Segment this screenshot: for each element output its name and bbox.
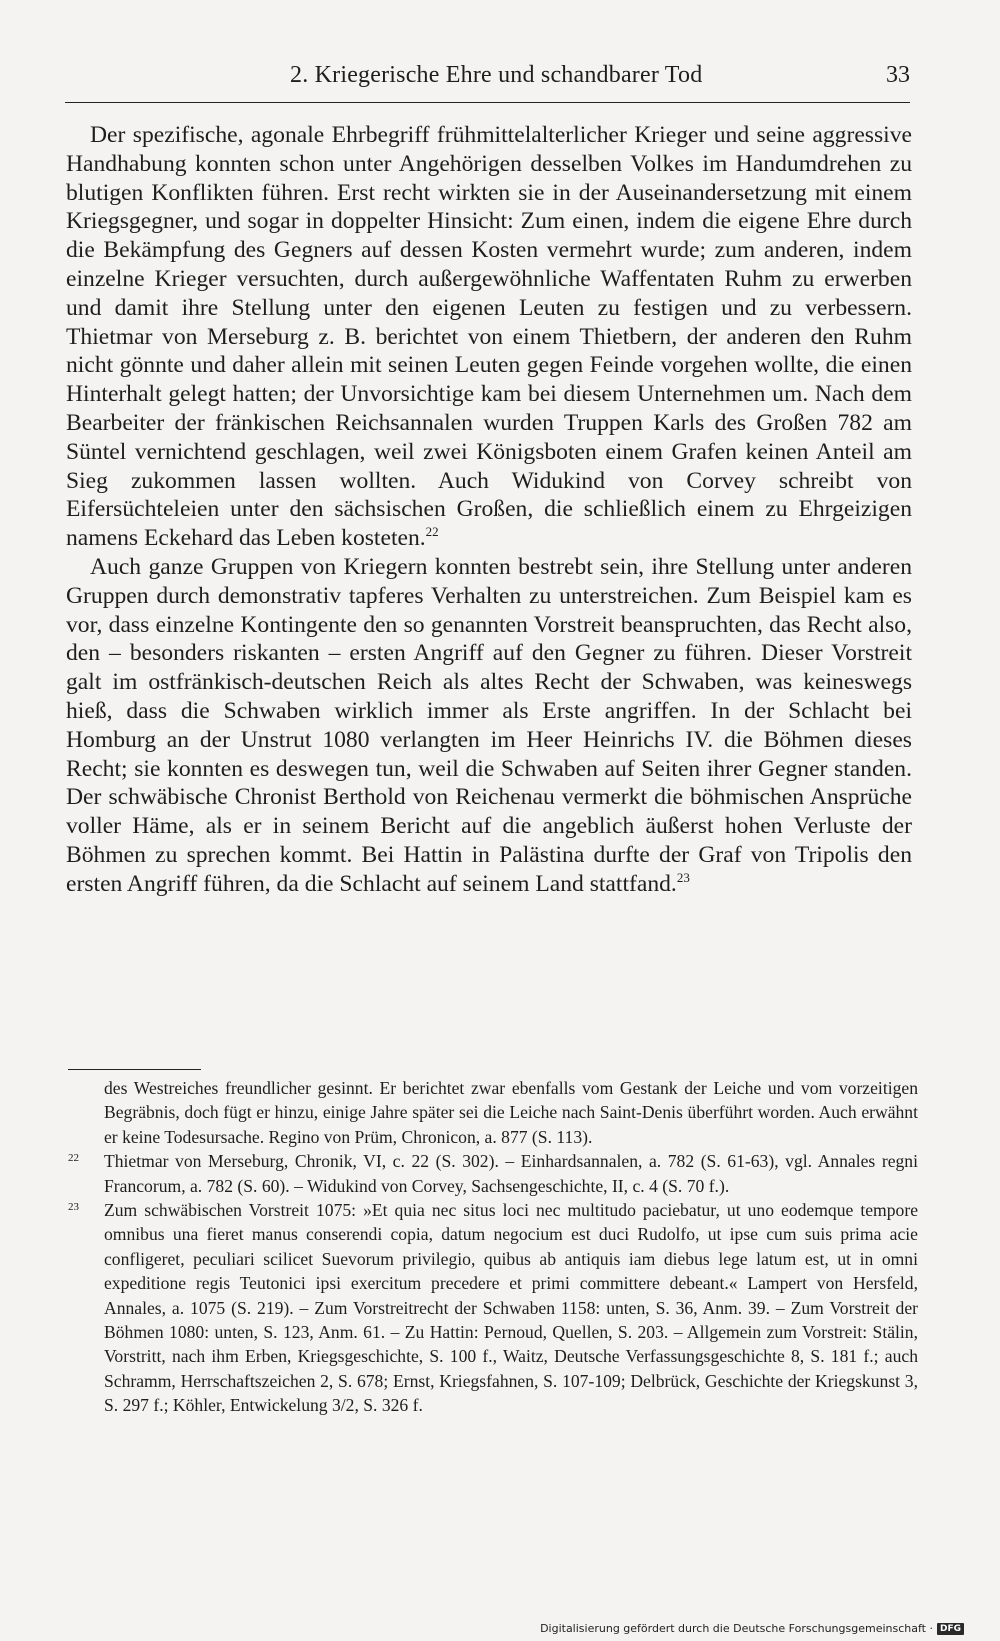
credit-text: Digitalisierung gefördert durch die Deutsche Forschungsgemeinschaft · [540,1622,933,1635]
dfg-logo-icon: DFG [937,1623,964,1635]
footnote-ref-23[interactable]: 23 [676,869,690,885]
footnote-23 [68,1198,918,1418]
digitization-credit [540,1622,964,1635]
page-number: 33 [886,62,910,88]
footnote-text: Thietmar von Merseburg, Chronik, VI, c. 22 (S. 302). – Einhardsannalen, a. 782 (S. 61-63), vgl. Annales regni Francorum, a. 782 (S. 60). – Widukind von Corvey, Sachsengeschichte, II, c. 4 (S. 70 f.). [104,1151,918,1196]
footnote-number: 22 [68,1152,79,1165]
footnote-22 [68,1149,918,1198]
footnote-separator [68,1069,201,1070]
paragraph-1 [66,121,912,553]
paragraph-2 [66,553,912,899]
footnote-text: Zum schwäbischen Vorstreit 1075: »Et quia nec situs loci nec multitudo paciebatur, ut uno eodemque tempore omnibus una fieret manus conserendi copia, datum negocium est duci Rudolfo, ut ipse cum suis prima acie confligeret, peculiari scilicet Suevorum privilegio, quibus ab antiquis iam diebus lege latum est, ut in omni expeditione regis Teutonici ipsi exercitum precedere et primi committere debeant.« Lampert von Hersfeld, Annales, a. 1075 (S. 219). – Zum Vorstreitrecht der Schwaben 1158: unten, S. 36, Anm. 39. – Zum Vorstreit der Böhmen 1080: unten, S. 123, Anm. 61. – Zu Hattin: Pernoud, Quellen, S. 203. – Allgemein zum Vorstreit: Stälin, Vorstritt, nach ihm Erben, Kriegsgeschichte, S. 100 f., Waitz, Deutsche Verfassungsgeschichte 8, S. 181 f.; auch Schramm, Herrschaftszeichen 2, S. 678; Ernst, Kriegsfahnen, S. 107-109; Delbrück, Geschichte der Kriegskunst 3, S. 297 f.; Köhler, Entwickelung 3/2, S. 326 f. [104,1200,918,1416]
paragraph-1-text: Der spezifische, agonale Ehrbegriff frühmittelalterlicher Krieger und seine aggressive Handhabung konnten schon unter Angehörigen desselben Volkes im Handumdrehen zu blutigen Konflikten führen. Erst recht wirkten sie in der Auseinandersetzung mit einem Kriegsgegner, und sogar in doppelter Hinsicht: Zum einen, indem die eigene Ehre durch die Bekämpfung des Gegners auf dessen Kosten vermehrt wurde; zum anderen, indem einzelne Krieger versuchten, durch außergewöhnliche Waffentaten Ruhm zu erwerben und damit ihre Stellung unter den eigenen Leuten zu festigen und zu verbessern. Thietmar von Merseburg z. B. berichtet von einem Thietbern, der anderen den Ruhm nicht gönnte und daher allein mit seinen Leuten gegen Feinde vorgehen wollte, die einen Hinterhalt gelegt hatten; der Unvorsichtige kam bei diesem Unternehmen um. Nach dem Bearbeiter der fränkischen Reichsannalen wurden Truppen Karls des Großen 782 am Süntel vernichtend geschlagen, weil zwei Königsboten einem Grafen keinen Anteil am Sieg zukommen lassen wollten. Auch Widukind von Corvey schreibt von Eifersüchteleien unter den sächsischen Großen, die schließlich einem zu Ehrgeizigen namens Eckehard das Leben kosteten. [66,122,912,552]
footnote-ref-22[interactable]: 22 [425,524,439,540]
running-head [65,56,910,103]
chapter-title: 2. Kriegerische Ehre und schandbarer Tod [290,62,703,88]
footnote-number: 23 [68,1201,79,1214]
footnote-continued [68,1076,918,1149]
footnotes [68,1076,918,1418]
paragraph-2-text: Auch ganze Gruppen von Kriegern konnten bestrebt sein, ihre Stellung unter anderen Gruppen durch demonstrativ tapferes Verhalten zu unterstreichen. Zum Beispiel kam es vor, dass einzelne Kontingente den so genannten Vorstreit beanspruchten, das Recht also, den – besonders riskanten – ersten Angriff auf den Gegner zu führen. Dieser Vorstreit galt im ostfränkisch-deutschen Reich als altes Recht der Schwaben, was keineswegs hieß, dass die Schwaben wirklich immer als Erste angriffen. In der Schlacht bei Homburg an der Unstrut 1080 verlangten im Heer Heinrichs IV. die Böhmen dieses Recht; sie konnten es deswegen tun, weil die Schwaben auf Seiten ihrer Gegner standen. Der schwäbische Chronist Berthold von Reichenau vermerkt die böhmischen Ansprüche voller Häme, als er in seinem Bericht auf die angeblich äußerst hohen Verluste der Böhmen zu sprechen kommt. Bei Hattin in Palästina durfte der Graf von Tripolis den ersten Angriff führen, da die Schlacht auf seinem Land stattfand. [66,553,912,897]
main-text [66,121,912,899]
footnote-text: des Westreiches freundlicher gesinnt. Er berichtet zwar ebenfalls vom Gestank der Leiche und vom vorzeitigen Begräbnis, doch fügt er hinzu, einige Jahre später sei die Leiche nach Saint-Denis überführt worden. Auch erwähnt er keine Todesursache. Regino von Prüm, Chronicon, a. 877 (S. 113). [104,1078,918,1147]
